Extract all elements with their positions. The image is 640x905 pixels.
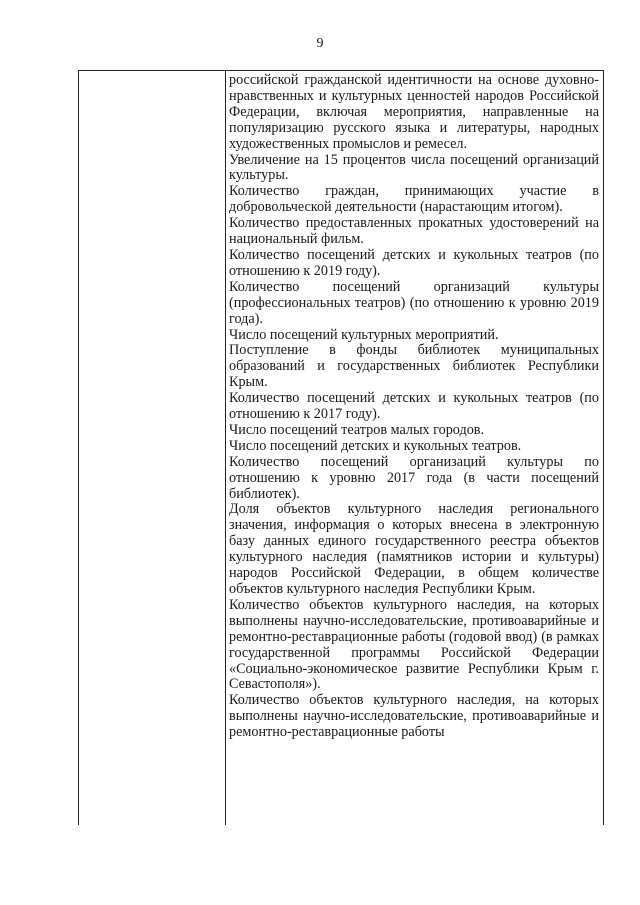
table-paragraph: Количество посещений детских и кукольных театров (по отношению к 2019 году). bbox=[229, 246, 599, 279]
table-left-cell bbox=[79, 71, 225, 825]
table-paragraph: Доля объектов культурного наследия регионального значения, информация о которых внесена в электронную базу данных единого государственного реестра объектов культурного наследия (памятников истории и культуры) народов Российской Федерации, в общем количестве объектов культурного наследия Республики Крым. bbox=[229, 501, 599, 597]
table-paragraph: Число посещений культурных мероприятий. bbox=[229, 326, 499, 343]
document-table bbox=[78, 70, 604, 825]
table-right-cell bbox=[229, 73, 599, 741]
table-paragraph: Количество предоставленных прокатных удостоверений на национальный фильм. bbox=[229, 215, 599, 248]
table-paragraph: российской гражданской идентичности на основе духовно-нравственных и культурных ценностей народов Российской Федерации, включая мероприятия, направленные на популяризацию русского языка и литературы, народных художественных промыслов и ремесел. bbox=[229, 72, 599, 152]
table-paragraph: Количество посещений организаций культуры (профессиональных театров) (по отношению к уровню 2019 года). bbox=[229, 278, 599, 327]
table-paragraph: Количество посещений детских и кукольных театров (по отношению к 2017 году). bbox=[229, 390, 599, 423]
table-paragraph: Число посещений детских и кукольных театров. bbox=[229, 437, 522, 454]
table-paragraph: Количество граждан, принимающих участие в добровольческой деятельности (нарастающим итогом). bbox=[229, 183, 599, 216]
table-paragraph: Поступление в фонды библиотек муниципальных образований и государственных библиотек Республики Крым. bbox=[229, 342, 599, 391]
table-paragraph: Количество объектов культурного наследия, на которых выполнены научно-исследовательские, противоаварийные и ремонтно-реставрационные работы (годовой ввод) (в рамках государственной программы Российской Федерации «Социально-экономическое развитие Республики Крым г. Севастополя»). bbox=[229, 596, 599, 693]
table-paragraph: Число посещений театров малых городов. bbox=[229, 421, 485, 438]
table-paragraph: Количество объектов культурного наследия, на которых выполнены научно-исследовательские, противоаварийные и ремонтно-реставрационные работы bbox=[229, 692, 599, 741]
table-paragraph: Увеличение на 15 процентов числа посещений организаций культуры. bbox=[229, 151, 599, 184]
page-number: 9 bbox=[316, 36, 324, 51]
column-divider bbox=[225, 71, 226, 825]
table-paragraph: Количество посещений организаций культуры по отношению к уровню 2017 года (в части посещений библиотек). bbox=[229, 453, 599, 502]
